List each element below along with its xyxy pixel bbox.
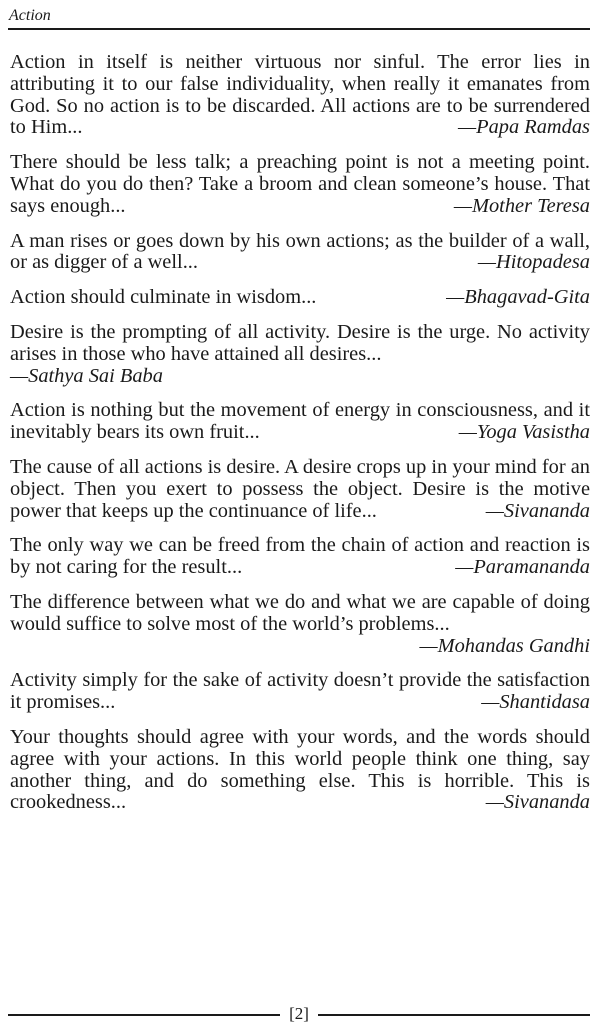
quote-text: The cause of all actions is desire. A desire crops up in your mind for an object. Then you exert to possess the object. Desire is the motive power that keeps up the continuance of life... <box>10 455 590 522</box>
quote-item <box>10 592 590 657</box>
quote-item <box>10 457 590 522</box>
quote-author: —Mother Teresa <box>453 194 590 217</box>
quote-text: Action is nothing but the movement of energy in consciousness, and it inevitably bears its own fruit... <box>10 399 590 444</box>
running-header-title: Action <box>9 7 51 24</box>
quote-item <box>10 231 590 275</box>
quote-item <box>10 400 590 444</box>
quote-text: The only way we can be freed from the chain of action and reaction is by not caring for the result... <box>10 534 590 579</box>
quote-author: —Sivananda <box>485 791 590 814</box>
quote-item <box>10 535 590 579</box>
quote-author: —Hitopadesa <box>477 251 590 274</box>
quote-text: The difference between what we do and what we are capable of doing would suffice to solve most of the world’s problems... <box>10 590 590 635</box>
quote-author: —Shantidasa <box>481 691 590 714</box>
quote-item <box>10 287 590 309</box>
quote-author: —Sivananda <box>485 499 590 522</box>
quote-item <box>10 670 590 714</box>
quote-text: Action in itself is neither virtuous nor sinful. The error lies in attributing it to our false individuality, when really it emanates from God. So no action is to be discarded. All actions are to be surrendered to Him... <box>10 51 590 139</box>
quote-item <box>10 322 590 387</box>
quote-item <box>10 52 590 139</box>
quote-text: Activity simply for the sake of activity doesn’t provide the satisfaction it promises... <box>10 669 590 714</box>
quote-text: Your thoughts should agree with your words, and the words should agree with your actions. In this world people think one thing, say another thing, and do something else. This is horrible. This is crookedness... <box>10 725 590 814</box>
quote-text: A man rises or goes down by his own actions; as the builder of a wall, or as digger of a well... <box>10 229 590 274</box>
quote-text: Action should culminate in wisdom... <box>10 286 317 309</box>
quote-item <box>10 727 590 814</box>
quote-author: —Papa Ramdas <box>458 116 590 139</box>
quote-list <box>10 52 590 827</box>
footer-rule-right <box>318 1014 590 1016</box>
quote-author: —Sathya Sai Baba <box>10 364 163 387</box>
page-footer <box>8 1003 590 1027</box>
quote-author: —Paramananda <box>455 556 590 579</box>
running-header <box>8 4 590 30</box>
quote-text: There should be less talk; a preaching point is not a meeting point. What do you do then? Take a broom and clean someone’s house. That says enough... <box>10 151 590 217</box>
quote-author: —Yoga Vasistha <box>458 421 590 444</box>
quote-author: —Mohandas Gandhi <box>419 634 590 657</box>
quote-author: —Bhagavad-Gita <box>446 286 590 309</box>
page-number: [2] <box>289 1004 309 1023</box>
quote-item <box>10 152 590 217</box>
quote-text: Desire is the prompting of all activity. Desire is the urge. No activity arises in those who have attained all desires... <box>10 320 590 365</box>
